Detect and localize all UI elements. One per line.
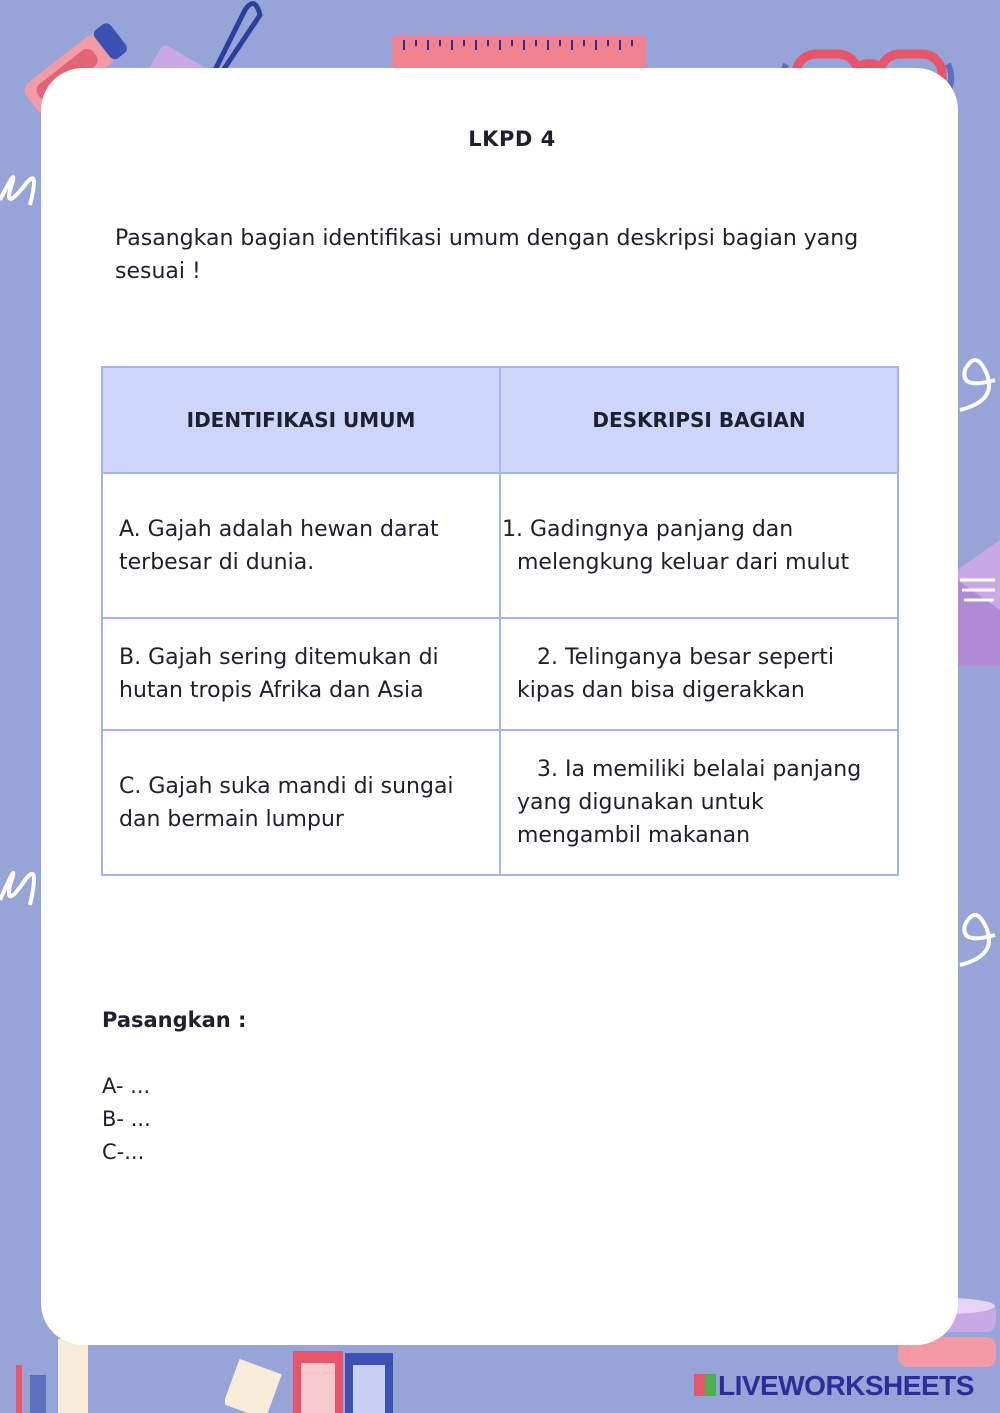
deskripsi-cell-1: 1. Gadingnya panjang dan melengkung keluar dari mulut <box>500 473 898 618</box>
swirl-right-bottom-icon <box>955 895 1000 975</box>
logo-grid-icon <box>694 1374 716 1396</box>
answer-b-field[interactable]: B- ... <box>102 1107 151 1131</box>
table-row <box>102 730 898 875</box>
books-icon <box>225 1347 395 1413</box>
page-title: LKPD 4 <box>468 127 556 151</box>
deskripsi-cell-3: 3. Ia memiliki belalai panjang yang digunakan untuk mengambil makanan <box>500 730 898 875</box>
answer-heading: Pasangkan : <box>102 1008 247 1032</box>
instruction-text: Pasangkan bagian identifikasi umum dengan deskripsi bagian yang sesuai ! <box>115 226 859 284</box>
answer-a-field[interactable]: A- ... <box>102 1074 151 1098</box>
answer-c-field[interactable]: C-... <box>102 1140 145 1164</box>
header-deskripsi: DESKRIPSI BAGIAN <box>500 367 898 473</box>
table-row <box>102 618 898 730</box>
deskripsi-cell-2: 2. Telinganya besar seperti kipas dan bisa digerakkan <box>500 618 898 730</box>
header-identifikasi: IDENTIFIKASI UMUM <box>102 367 500 473</box>
swirl-left-bottom-icon <box>0 850 45 920</box>
matching-table <box>101 366 899 876</box>
table-row <box>102 473 898 618</box>
answer-list <box>102 1070 151 1169</box>
identifikasi-cell-a: A. Gajah adalah hewan darat terbesar di dunia. <box>102 473 500 618</box>
liveworksheets-logo: LIVEWORKSHEETS <box>694 1370 974 1402</box>
identifikasi-cell-b: B. Gajah sering ditemukan di hutan tropis Afrika dan Asia <box>102 618 500 730</box>
identifikasi-cell-c: C. Gajah suka mandi di sungai dan bermain lumpur <box>102 730 500 875</box>
swirl-left-top-icon <box>0 160 45 220</box>
stationery-bottom-left-icon <box>10 1335 100 1413</box>
swirl-right-icon <box>955 340 1000 420</box>
table-header-row <box>102 367 898 473</box>
